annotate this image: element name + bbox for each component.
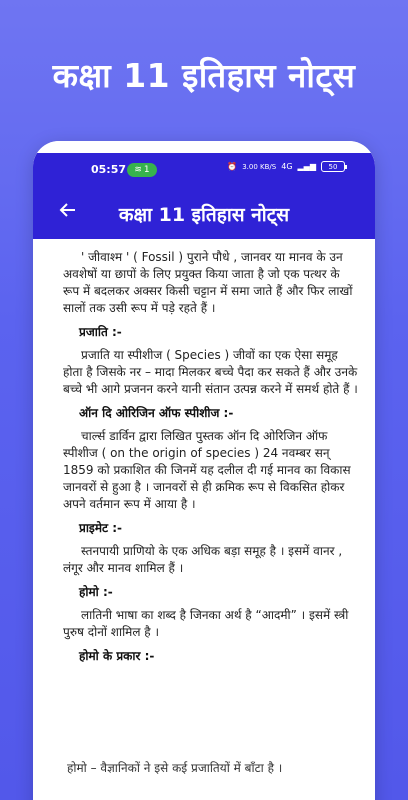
paragraph-homo-types: होमो – वैज्ञानिकों ने इसे कई प्रजातियों में बाँटा है । — [67, 761, 283, 775]
alarm-icon: ⏰ — [227, 162, 238, 171]
paragraph-fossil: ' जीवाश्म ' ( Fossil ) पुराने पौधे , जानवर या मानव के उन अवशेषों या छापों के लिए प्रयुक्त किया जाता है जो एक पत्थर के रूप में बदलकर अक्सर किसी चट्टान में समा जाते हैं और फिर लाखों सालों तक उसी रूप में पड़े रहते हैं । — [63, 250, 353, 315]
status-icons — [227, 161, 345, 172]
promo-title: कक्षा 11 इतिहास नोट्स — [52, 56, 356, 95]
paragraph-origin: चार्ल्स डार्विन द्वारा लिखित पुस्तक ऑन दि ओरिजिन ऑफ स्पीशीज ( on the origin of species ) 24 नवम्बर सन् 1859 को प्रकाशित की जिनमें यह दलील दी गई मानव का विकास जानवरों से हुआ है । जानवरों से ही क्रमिक रूप से विकसित होकर अपने वर्तमान रूप में आया है । — [63, 429, 351, 511]
status-time: 05:57 — [91, 163, 127, 176]
hotspot-indicator — [127, 163, 157, 177]
notes-content — [33, 239, 375, 800]
heading-homo-types: होमो के प्रकार :- — [79, 649, 155, 663]
paragraph-homo: लातिनी भाषा का शब्द है जिनका अर्थ है “आदमी” । इसमें स्त्री पुरुष दोनों शामिल है । — [63, 608, 349, 639]
app-title: कक्षा 11 इतिहास नोट्स — [118, 204, 290, 226]
heading-origin: ऑन दि ओरिजिन ऑफ स्पीशीज :- — [79, 406, 234, 420]
hotspot-icon: ≋ — [134, 165, 142, 175]
network-speed: 3.00 KB/S — [242, 162, 277, 171]
app-bar — [33, 187, 375, 239]
heading-homo: होमो :- — [79, 585, 113, 599]
paragraph-primate: स्तनपायी प्राणियो के एक अधिक बड़ा समूह है । इसमें वानर , लंगूर और मानव शामिल हैं । — [63, 544, 343, 575]
battery-icon — [321, 161, 345, 172]
battery-level: 50 — [328, 162, 338, 171]
signal-icon: ▂▄▆ — [297, 162, 316, 171]
heading-primate: प्राइमेट :- — [79, 521, 123, 535]
phone-frame — [33, 141, 375, 800]
paragraph-species: प्रजाति या स्पीशीज ( Species ) जीवों का एक ऐसा समूह होता है जिसके नर – मादा मिलकर बच्चे पैदा कर सकते हैं और उनके बच्चे भी आगे प्रजनन करने यानी संतान उत्पन्न करने में समर्थ होते हैं । — [63, 348, 358, 396]
hotspot-count: 1 — [143, 165, 150, 175]
heading-species: प्रजाति :- — [79, 325, 122, 339]
network-type: 4G — [281, 162, 293, 171]
